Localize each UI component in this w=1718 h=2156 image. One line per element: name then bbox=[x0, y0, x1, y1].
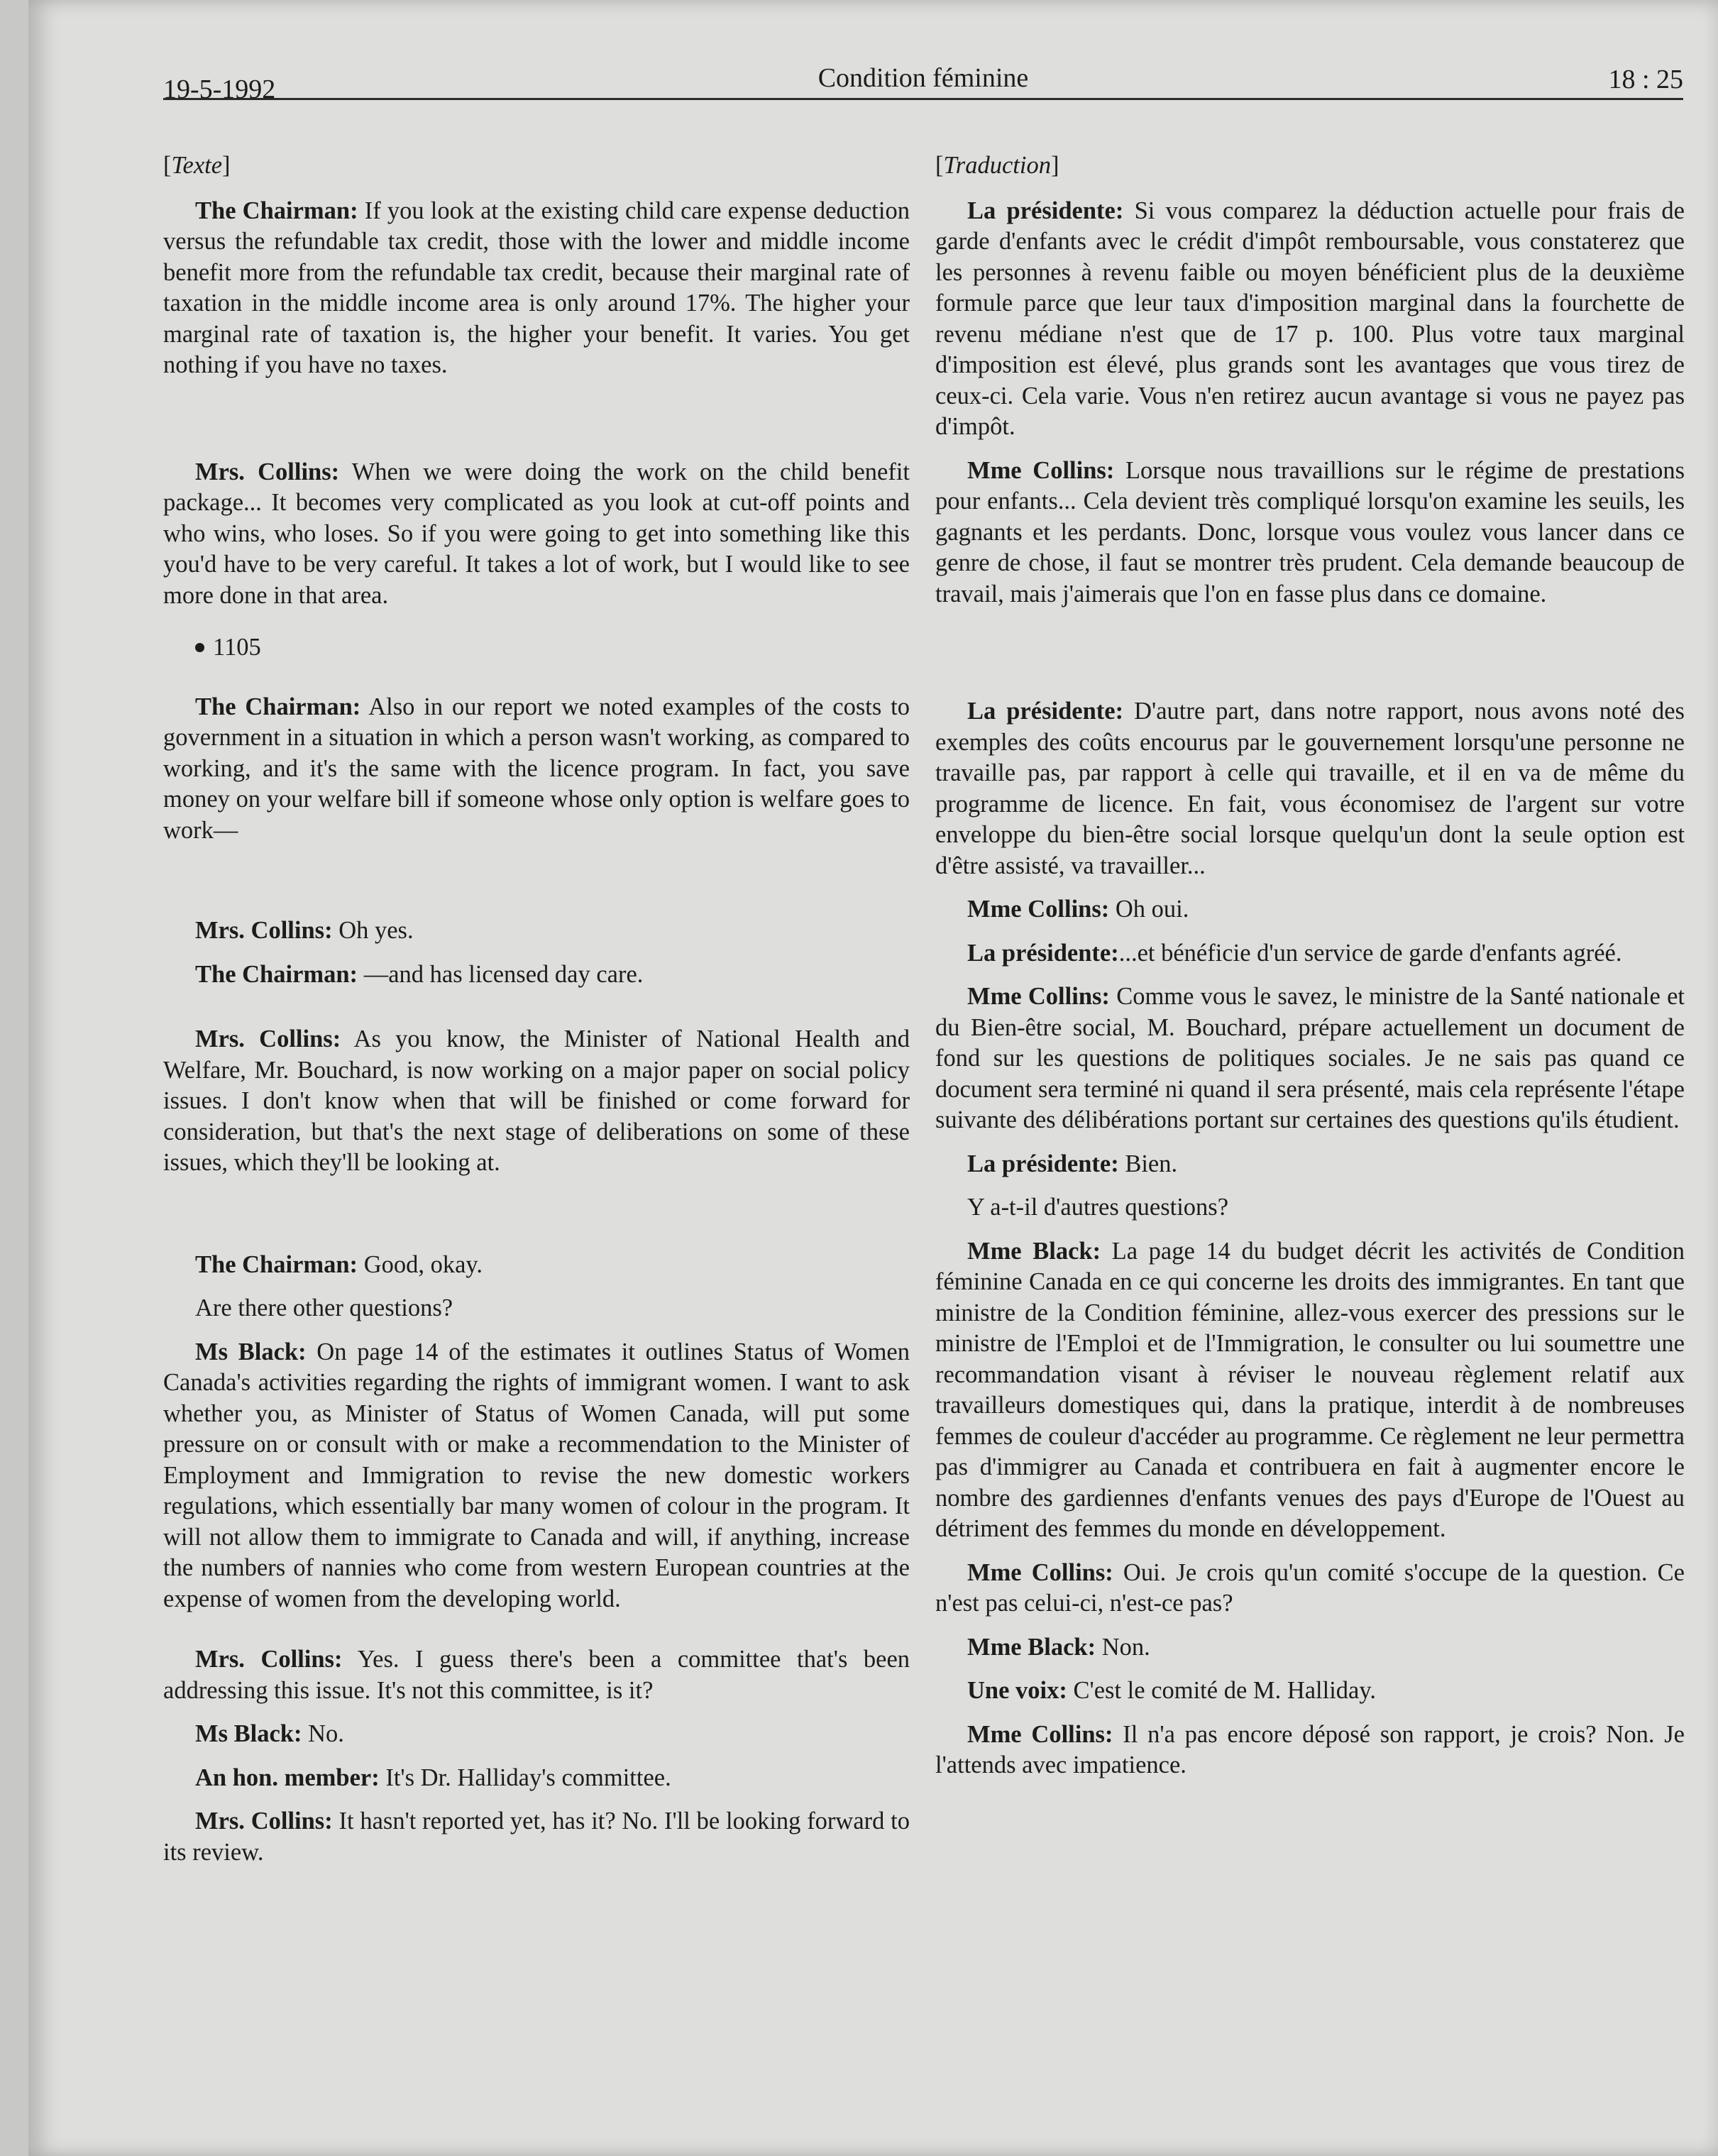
header-page-number: 18 : 25 bbox=[1608, 65, 1683, 94]
speech: Good, okay. bbox=[358, 1250, 483, 1278]
speaker: La présidente: bbox=[967, 1150, 1119, 1177]
paragraph bbox=[935, 1632, 1685, 1663]
speaker: Ms Black: bbox=[195, 1720, 302, 1747]
paragraph bbox=[163, 1250, 910, 1281]
speech: As you know, the Minister of National Health and Welfare, Mr. Bouchard, is now working on a major paper on social policy issues. I don't know when that will be finished or come forward for consideration, but that's the next stage of deliberations on some of these issues, which they'll be looking at. bbox=[163, 1025, 910, 1176]
paragraph bbox=[935, 196, 1685, 443]
paragraph bbox=[935, 1676, 1685, 1707]
paragraph bbox=[935, 1720, 1685, 1781]
paragraph bbox=[163, 1806, 910, 1868]
speech: ...et bénéficie d'un service de garde d'enfants agréé. bbox=[1118, 939, 1622, 967]
speaker: La présidente: bbox=[967, 939, 1119, 967]
speech: Non. bbox=[1096, 1633, 1150, 1661]
text-tag: [Traduction] bbox=[935, 152, 1059, 179]
speaker: Mme Collins: bbox=[967, 456, 1115, 484]
speech: Si vous comparez la déduction actuelle pour frais de garde d'enfants avec le crédit d'impôt remboursable, vous constaterez que les personnes à revenu faible ou moyen bénéficient plus de la deuxième formule parce que leur taux d'imposition marginal dans la fourchette de revenu médiane n'est que de 17 p. 100. Plus votre taux marginal d'imposition est élevé, plus grands sont les avantages que vous tirez de ceux-ci. Cela varie. Vous n'en retirez aucun avantage si vous ne payez pas d'impôt. bbox=[935, 197, 1685, 440]
speaker: Une voix: bbox=[967, 1677, 1067, 1704]
speech: Yes. I guess there's been a committee that's been addressing this issue. It's not this committee, is it? bbox=[163, 1646, 910, 1704]
speaker: The Chairman: bbox=[195, 693, 361, 720]
speaker: The Chairman: bbox=[195, 960, 358, 988]
speaker: The Chairman: bbox=[195, 197, 358, 224]
speech: D'autre part, dans notre rapport, nous avons noté des exemples des coûts encourus par le gouvernement lorsqu'une personne ne travaille pas, par rapport à celle qui travaille, et il en va de même du programme de licence. En fait, vous économisez de l'argent sur votre enveloppe du bien-être social lorsque quelqu'un dont la seule option est d'être assisté, va travailler... bbox=[935, 698, 1685, 879]
speech: It hasn't reported yet, has it? No. I'll be looking forward to its review. bbox=[163, 1808, 910, 1866]
paragraph bbox=[935, 938, 1685, 969]
paragraph bbox=[163, 457, 910, 612]
paragraph bbox=[163, 1337, 910, 1615]
speech: Also in our report we noted examples of the costs to government in a situation in which a person wasn't working, as compared to working, and it's the same with the licence program. In fact, you save money on your welfare bill if someone whose only option is welfare goes to work— bbox=[163, 693, 910, 844]
speech: Oh yes. bbox=[332, 917, 414, 944]
speech: —and has licensed day care. bbox=[358, 960, 644, 988]
speaker: La présidente: bbox=[967, 698, 1124, 725]
text-tag: [Texte] bbox=[163, 152, 231, 179]
paragraph bbox=[935, 1149, 1685, 1180]
speaker: The Chairman: bbox=[195, 1250, 358, 1278]
speaker: La présidente: bbox=[967, 197, 1124, 224]
paragraph bbox=[163, 1293, 910, 1324]
speaker: Mme Black: bbox=[967, 1237, 1101, 1265]
speech: Lorsque nous travaillions sur le régime de prestations pour enfants... Cela devient très compliqué lorsqu'on examine les seuils, les gagnants et les perdants. Donc, lorsque vous voulez vous lancer dans ce genre de chose, il faut se montrer très prudent. Cela demande beaucoup de travail, mais j'aimerais que l'on en fasse plus dans ce domaine. bbox=[935, 456, 1685, 607]
paragraph bbox=[935, 894, 1685, 925]
speaker: Mrs. Collins: bbox=[195, 917, 333, 944]
french-column bbox=[935, 150, 1685, 1781]
speech: Y a-t-il d'autres questions? bbox=[967, 1194, 1229, 1221]
speech: No. bbox=[302, 1720, 344, 1747]
running-header bbox=[163, 62, 1683, 104]
speech: If you look at the existing child care expense deduction versus the refundable tax credit, those with the lower and middle income benefit more from the refundable tax credit, because their marginal rate of taxation in the middle income area is only around 17%. The higher your marginal rate of taxation is, the higher your benefit. It varies. You get nothing if you have no taxes. bbox=[163, 197, 910, 378]
page bbox=[28, 0, 1718, 2156]
paragraph bbox=[163, 915, 910, 947]
paragraph bbox=[163, 1719, 910, 1750]
speaker: Mme Collins: bbox=[967, 1558, 1113, 1586]
speaker: An hon. member: bbox=[195, 1764, 380, 1791]
speech: La page 14 du budget décrit les activités de Condition féminine Canada en ce qui concerne les droits des immigrantes. En tant que ministre de la Condition féminine, allez-vous exercer des pressions sur le ministre de l'Emploi et de l'Immigration, le consulter ou lui soumettre une recommandation visant à réviser le nouveau règlement relatif aux travailleurs domestiques qui, dans la pratique, interdit à de nombreuses femmes de couleur d'accéder au programme. Ce règlement ne leur permettra pas d'immigrer au Canada et contribuera en fait à augmenter encore le nombre des gardiennes d'enfants venues des pays d'Europe de l'Ouest au détriment des femmes du monde en développement. bbox=[935, 1237, 1685, 1542]
paragraph bbox=[935, 696, 1685, 881]
speech: Bien. bbox=[1118, 1150, 1178, 1177]
time-marker: 1105 bbox=[163, 632, 910, 664]
speech: On page 14 of the estimates it outlines Status of Women Canada's activities regarding the rights of immigrant women. I want to ask whether you, as Minister of Status of Women Canada, will put some pressure on or consult with or make a recommendation to the Minister of Employment and Immigration to revise the new domestic workers regulations, which essentially bar many women of colour in the program. It will not allow them to immigrate to Canada and will, if anything, increase the numbers of nannies who come from western European countries at the expense of women from the developing world. bbox=[163, 1338, 910, 1612]
paragraph bbox=[163, 959, 910, 991]
paragraph bbox=[163, 196, 910, 381]
english-column bbox=[163, 150, 910, 1868]
paragraph bbox=[935, 456, 1685, 610]
speech: It's Dr. Halliday's committee. bbox=[379, 1764, 671, 1791]
paragraph bbox=[163, 1644, 910, 1706]
speaker: Mrs. Collins: bbox=[195, 1808, 333, 1835]
paragraph bbox=[935, 1192, 1685, 1223]
bullet-icon bbox=[195, 643, 204, 652]
header-date: 19-5-1992 bbox=[163, 75, 276, 104]
speech: Oh oui. bbox=[1109, 896, 1189, 923]
speaker: Mme Collins: bbox=[967, 983, 1110, 1010]
header-title: Condition féminine bbox=[817, 63, 1029, 93]
paragraph bbox=[163, 1763, 910, 1794]
speech: C'est le comité de M. Halliday. bbox=[1067, 1677, 1376, 1704]
speaker: Mme Collins: bbox=[967, 1720, 1113, 1748]
speaker: Mrs. Collins: bbox=[195, 458, 340, 485]
paragraph bbox=[935, 1236, 1685, 1545]
speech: When we were doing the work on the child benefit package... It becomes very complicated as you look at cut-off points and who wins, who loses. So if you were going to get into something like this you'd have to be very careful. It takes a lot of work, but I would like to see more done in that area. bbox=[163, 458, 910, 609]
speaker: Mrs. Collins: bbox=[195, 1646, 343, 1673]
paragraph bbox=[935, 981, 1685, 1136]
paragraph bbox=[163, 1024, 910, 1179]
speaker: Mme Black: bbox=[967, 1633, 1096, 1661]
speech: Il n'a pas encore déposé son rapport, je crois? Non. Je l'attends avec impatience. bbox=[935, 1720, 1685, 1778]
speech: Oui. Je crois qu'un comité s'occupe de la question. Ce n'est pas celui-ci, n'est-ce pas? bbox=[935, 1558, 1685, 1617]
speech: Comme vous le savez, le ministre de la Santé nationale et du Bien-être social, M. Bouchard, prépare actuellement un document de fond sur les questions de politiques sociales. Je ne sais pas quand ce document sera terminé ni quand il sera présenté, mais cela représente l'étape suivante des délibérations portant sur certaines des questions qu'ils étudient. bbox=[935, 983, 1685, 1133]
paragraph bbox=[163, 692, 910, 847]
speaker: Ms Black: bbox=[195, 1338, 307, 1365]
speaker: Mrs. Collins: bbox=[195, 1025, 341, 1052]
speech: Are there other questions? bbox=[195, 1294, 453, 1321]
paragraph bbox=[935, 1558, 1685, 1619]
speaker: Mme Collins: bbox=[967, 896, 1110, 923]
